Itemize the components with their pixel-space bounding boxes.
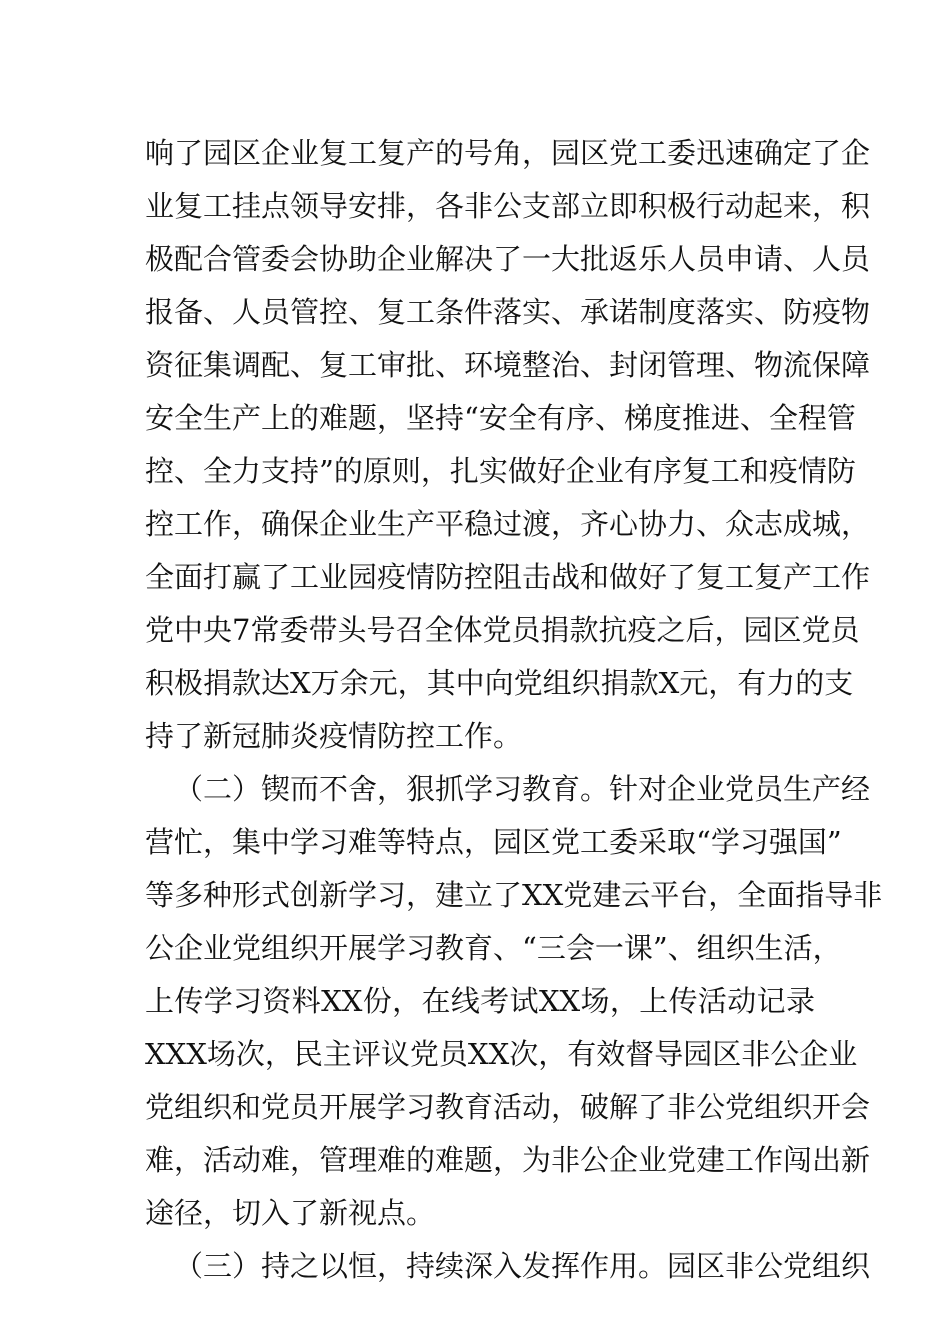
section-heading-line: （三）持之以恒，持续深入发挥作用。园区非公党组织 xyxy=(174,1249,871,1283)
text-line: 业复工挂点领导安排，各非公支部立即积极行动起来，积 xyxy=(145,189,871,223)
text-line: 积极捐款达X万余元，其中向党组织捐款X元，有力的支 xyxy=(145,666,854,700)
text-line: 报备、人员管控、复工条件落实、承诺制度落实、防疫物 xyxy=(145,295,871,329)
text-line: 党组织和党员开展学习教育活动，破解了非公党组织开会 xyxy=(145,1090,871,1124)
text-line: 营忙，集中学习难等特点，园区党工委采取“学习强国” xyxy=(145,825,842,859)
text-line: 资征集调配、复工审批、环境整治、封闭管理、物流保障 xyxy=(145,348,871,382)
text-line: 安全生产上的难题，坚持“安全有序、梯度推进、全程管 xyxy=(145,401,856,435)
text-line: 控工作，确保企业生产平稳过渡，齐心协力、众志成城， xyxy=(145,507,871,541)
text-line: 党中央7常委带头号召全体党员捐款抗疫之后，园区党员 xyxy=(145,613,860,647)
body-text xyxy=(145,127,883,1293)
paragraph-end-line: 途径，切入了新视点。 xyxy=(145,1196,436,1230)
text-line: 极配合管委会协助企业解决了一大批返乐人员申请、人员 xyxy=(145,242,871,276)
text-line: 响了园区企业复工复产的号角，园区党工委迅速确定了企 xyxy=(145,136,871,170)
section-heading-line: （二）锲而不舍，狠抓学习教育。针对企业党员生产经 xyxy=(174,772,871,806)
text-line: XXX场次，民主评议党员XX次，有效督导园区非公企业 xyxy=(145,1037,858,1071)
text-line: 难，活动难，管理难的难题，为非公企业党建工作闯出新 xyxy=(145,1143,871,1177)
text-line: 全面打赢了工业园疫情防控阻击战和做好了复工复产工作 xyxy=(145,560,871,594)
text-line: 控、全力支持”的原则，扎实做好企业有序复工和疫情防 xyxy=(145,454,856,488)
paragraph-end-line: 持了新冠肺炎疫情防控工作。 xyxy=(145,719,523,753)
text-line: 上传学习资料XX份，在线考试XX场，上传活动记录 xyxy=(145,984,815,1018)
text-line: 等多种形式创新学习，建立了XX党建云平台，全面指导非 xyxy=(145,878,883,912)
text-line: 公企业党组织开展学习教育、“三会一课”、组织生活， xyxy=(145,931,842,965)
